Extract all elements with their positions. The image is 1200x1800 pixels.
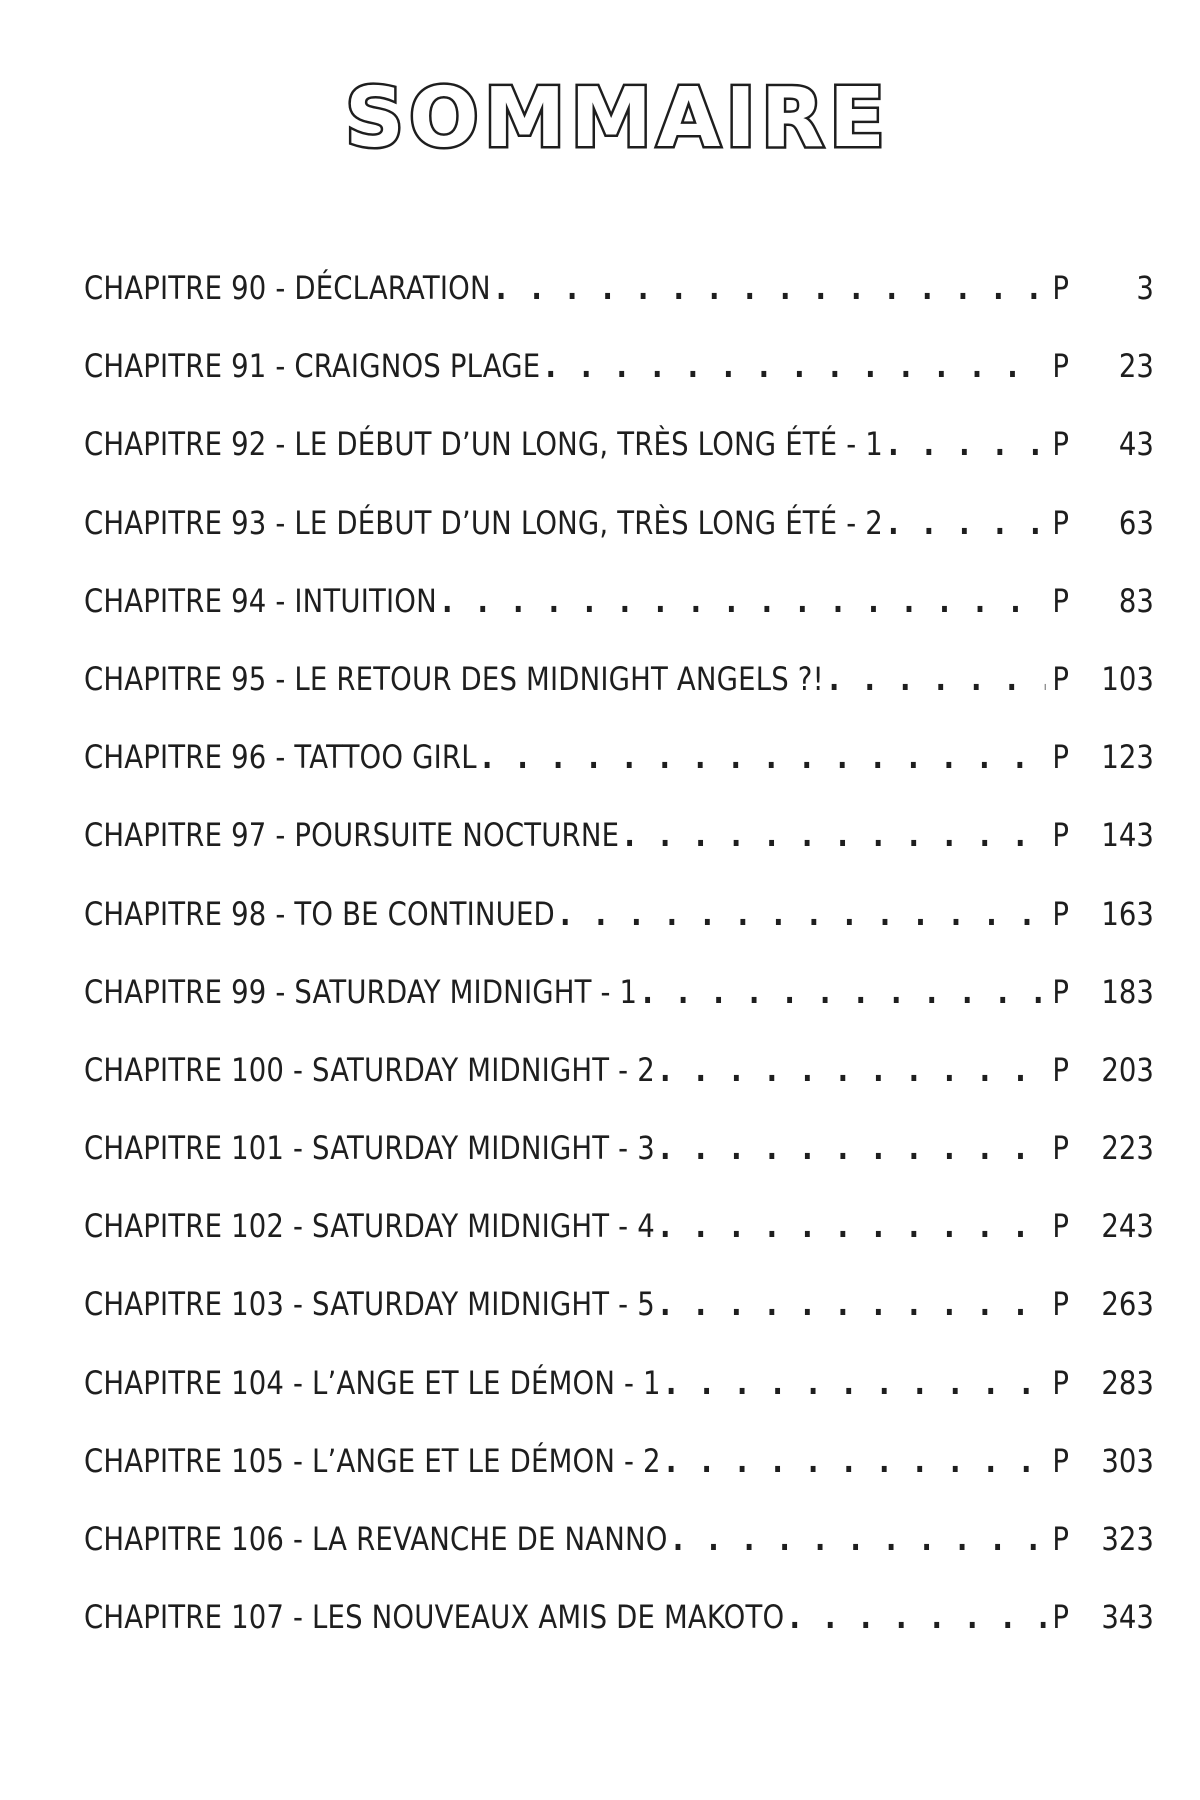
page-prefix: P [1052, 1285, 1069, 1324]
chapter-title: CHAPITRE 105 - L’ANGE ET LE DÉMON - 2 [84, 1441, 661, 1480]
chapter-title: CHAPITRE 107 - LES NOUVEAUX AMIS DE MAKOTO [84, 1598, 785, 1637]
page-number: 83 [1118, 581, 1154, 620]
dot-leader [482, 734, 1046, 780]
page-prefix: P [1052, 503, 1069, 542]
chapter-title: CHAPITRE 99 - SATURDAY MIDNIGHT - 1 [84, 972, 638, 1011]
page-prefix: P [1052, 1441, 1069, 1480]
chapter-list [84, 265, 1154, 1672]
page-number: 183 [1101, 972, 1154, 1011]
chapter-entry [84, 1281, 1154, 1359]
chapter-entry [84, 656, 1154, 734]
chapter-title: CHAPITRE 104 - L’ANGE ET LE DÉMON - 1 [84, 1363, 661, 1402]
page-prefix: P [1052, 1598, 1069, 1637]
page-number: 203 [1101, 1050, 1154, 1089]
chapter-entry [84, 265, 1154, 343]
chapter-entry [84, 1438, 1154, 1516]
page-prefix: P [1052, 972, 1069, 1011]
dot-leader [789, 1594, 1045, 1640]
chapter-entry [84, 1594, 1154, 1672]
page-prefix: P [1052, 1050, 1069, 1089]
page-prefix: P [1052, 1129, 1069, 1168]
dot-leader [660, 1047, 1045, 1093]
chapter-entry [84, 734, 1154, 812]
page-prefix: P [1052, 659, 1069, 698]
dot-leader [666, 1438, 1046, 1484]
page-number: 223 [1101, 1129, 1154, 1168]
dot-leader [666, 1360, 1046, 1406]
page-prefix: P [1052, 816, 1069, 855]
page-prefix: P [1052, 425, 1069, 464]
page-number: 63 [1118, 503, 1154, 542]
page-number: 3 [1136, 269, 1154, 307]
dot-leader [829, 656, 1046, 702]
chapter-entry [84, 343, 1154, 421]
chapter-title: CHAPITRE 95 - LE RETOUR DES MIDNIGHT ANGELS ?! [84, 659, 824, 698]
chapter-title: CHAPITRE 91 - CRAIGNOS PLAGE [84, 347, 541, 386]
chapter-entry [84, 891, 1154, 969]
page-number: 43 [1118, 425, 1154, 464]
dot-leader [888, 421, 1045, 467]
chapter-title: CHAPITRE 102 - SATURDAY MIDNIGHT - 4 [84, 1207, 655, 1246]
chapter-title: CHAPITRE 97 - POURSUITE NOCTURNE [84, 816, 620, 855]
dot-leader [660, 1281, 1045, 1327]
chapter-entry [84, 1125, 1154, 1203]
page-prefix: P [1052, 269, 1069, 307]
page-number: 163 [1101, 894, 1154, 933]
page-number: 143 [1101, 816, 1154, 855]
chapter-title: CHAPITRE 100 - SATURDAY MIDNIGHT - 2 [84, 1050, 655, 1089]
chapter-entry [84, 578, 1154, 656]
chapter-title: CHAPITRE 106 - LA REVANCHE DE NANNO [84, 1520, 668, 1558]
chapter-title: CHAPITRE 101 - SATURDAY MIDNIGHT - 3 [84, 1129, 655, 1168]
page-number: 103 [1101, 659, 1154, 698]
chapter-entry [84, 500, 1154, 578]
page-number: 343 [1101, 1598, 1154, 1637]
chapter-title: CHAPITRE 103 - SATURDAY MIDNIGHT - 5 [84, 1285, 655, 1324]
page-number: 263 [1101, 1285, 1154, 1324]
page-prefix: P [1052, 581, 1069, 620]
page-prefix: P [1052, 1363, 1069, 1402]
page-prefix: P [1052, 738, 1069, 777]
chapter-entry [84, 1360, 1154, 1438]
dot-leader [560, 891, 1045, 937]
dot-leader [546, 343, 1046, 389]
chapter-title: CHAPITRE 93 - LE DÉBUT D’UN LONG, TRÈS LONG ÉTÉ - 2 [84, 503, 883, 542]
dot-leader [888, 500, 1045, 546]
page-number: 23 [1118, 347, 1154, 386]
page-prefix: P [1052, 347, 1069, 386]
chapter-entry [84, 421, 1154, 499]
page-prefix: P [1052, 894, 1069, 933]
chapter-title: CHAPITRE 90 - DÉCLARATION [84, 269, 491, 307]
dot-leader [442, 578, 1045, 624]
chapter-entry [84, 969, 1154, 1047]
page-number: 283 [1101, 1363, 1154, 1402]
chapter-entry [84, 1203, 1154, 1281]
dot-leader [660, 1125, 1045, 1171]
chapter-entry [84, 1047, 1154, 1125]
chapter-entry [84, 812, 1154, 890]
chapter-entry [84, 1516, 1154, 1594]
dot-leader [624, 812, 1045, 858]
page-number: 243 [1101, 1207, 1154, 1246]
page-number: 123 [1101, 738, 1154, 777]
page-prefix: P [1052, 1207, 1069, 1246]
page-prefix: P [1052, 1520, 1069, 1558]
dot-leader [496, 265, 1046, 311]
chapter-title: CHAPITRE 94 - INTUITION [84, 581, 437, 620]
dot-leader [660, 1203, 1045, 1249]
dot-leader [673, 1516, 1046, 1562]
page-title: SOMMAIRE [344, 71, 891, 166]
chapter-title: CHAPITRE 96 - TATTOO GIRL [84, 738, 477, 777]
chapter-title: CHAPITRE 92 - LE DÉBUT D’UN LONG, TRÈS LONG ÉTÉ - 1 [84, 425, 883, 464]
page-number: 303 [1101, 1441, 1154, 1480]
page-number: 323 [1101, 1520, 1154, 1558]
dot-leader [642, 969, 1045, 1015]
chapter-title: CHAPITRE 98 - TO BE CONTINUED [84, 894, 555, 933]
